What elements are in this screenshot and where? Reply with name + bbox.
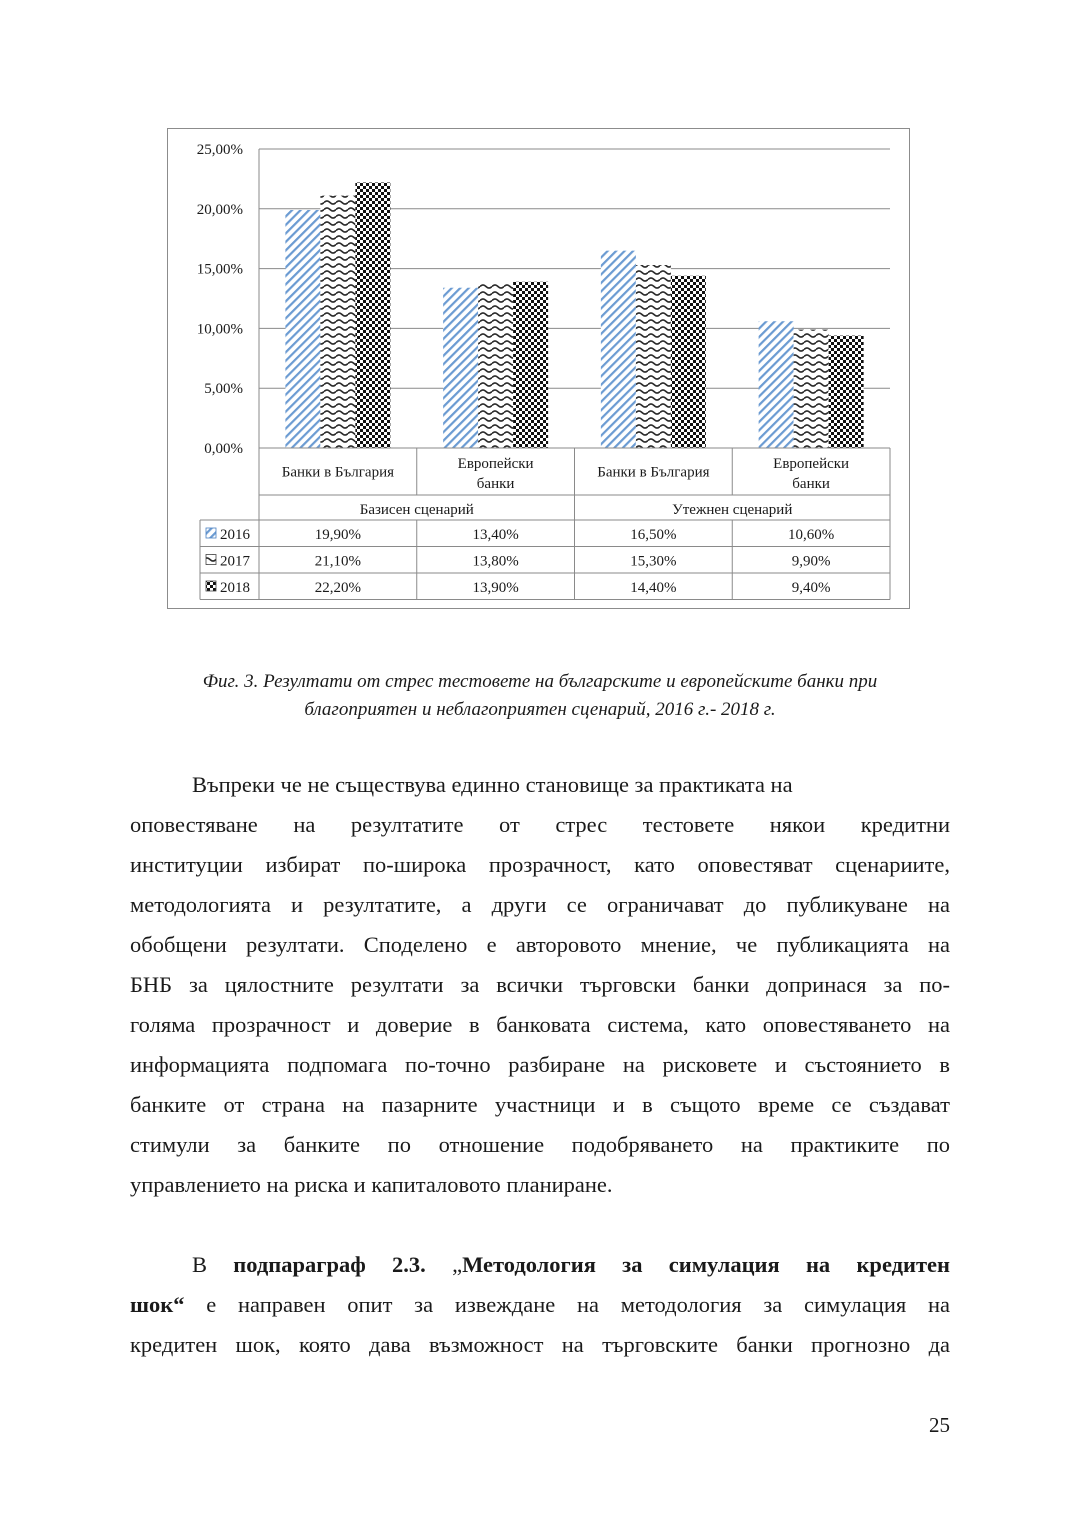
para1-line: стимули за банките по отношение подобряването на практиките по [130, 1132, 950, 1157]
caption-line-2: благоприятен и неблагоприятен сценарий, 2016 г.- 2018 г. [304, 699, 776, 720]
data-label: 15,30% [630, 553, 677, 570]
caption-line-1: Фиг. 3. Резултати от стрес тестовете на българските и европейските банки при [202, 671, 878, 692]
data-label: 13,90% [472, 580, 519, 596]
para2-quote: „ [425, 1252, 463, 1277]
para2-bold-title: Методология за симулация на кредитен [462, 1252, 950, 1277]
para1-line: банките от страна на пазарните участници и в същото време се създават [130, 1092, 950, 1117]
para2-line-2 [130, 1285, 950, 1325]
para1-line: обобщени резултати. Споделено е авторовото мнение, че публикацията на [130, 932, 950, 957]
legend-label-2016: 2016 [220, 527, 250, 543]
data-label: 13,80% [472, 553, 519, 570]
x-tick-label: Европейски [457, 456, 534, 472]
group-label: Утежнен сценарий [672, 502, 793, 518]
paragraph-1 [130, 765, 950, 1205]
para1-line: БНБ за цялостните резултати за всички търговски банки допринася за по- [130, 972, 950, 997]
y-tick-label: 20,00% [196, 201, 243, 218]
bar-2016-cat-3 [759, 321, 794, 448]
data-label: 9,40% [791, 580, 831, 596]
data-label: 16,50% [630, 527, 677, 543]
bar-2017-cat-0 [320, 196, 355, 448]
para2-line-1 [130, 1245, 950, 1285]
bar-2016-cat-0 [285, 210, 320, 448]
legend-swatch-2018 [206, 581, 216, 591]
legend-label-2018: 2018 [220, 580, 250, 596]
data-label: 21,10% [314, 553, 361, 570]
bar-2018-cat-0 [355, 182, 390, 448]
para2-line-3: кредитен шок, която дава възможност на търговските банки прогнозно да [130, 1332, 950, 1357]
bar-2018-cat-1 [513, 282, 548, 448]
para1-line [130, 765, 950, 805]
data-label: 13,40% [472, 527, 519, 543]
para2-prefix: В [192, 1252, 234, 1277]
paragraph-2 [130, 1245, 950, 1365]
x-tick-label: банки [792, 476, 830, 492]
para1-line: институции избират по-широка прозрачност, като оповестяват сценариите, [130, 852, 950, 877]
page-number: 25 [929, 1413, 950, 1437]
x-tick-label: Банки в България [597, 464, 710, 481]
bar-2018-cat-2 [671, 276, 706, 448]
legend-label-2017: 2017 [220, 553, 250, 570]
para2-bold-subparagraph: подпараграф 2.3. [233, 1252, 426, 1277]
legend-swatch-2016 [206, 528, 216, 538]
bar-2016-cat-1 [443, 288, 478, 448]
y-tick-label: 15,00% [196, 261, 243, 278]
x-tick-label: банки [476, 476, 515, 492]
x-tick-label: Банки в България [281, 464, 395, 481]
bar-2017-cat-1 [478, 283, 513, 448]
bar-2017-cat-2 [636, 265, 671, 448]
figure-caption [110, 668, 970, 724]
data-label: 14,40% [630, 580, 677, 596]
bar-chart [168, 129, 909, 608]
data-label: 10,60% [788, 527, 835, 543]
para1-line-text: Въпреки че не съществува единно становище за практиката на [192, 772, 793, 797]
bar-2016-cat-2 [601, 251, 636, 448]
para1-line: информацията подпомага по-точно разбиране на рисковете и състоянието в [130, 1052, 950, 1077]
x-tick-label: Европейски [773, 456, 850, 472]
group-label: Базисен сценарий [359, 502, 474, 518]
y-tick-label: 25,00% [196, 142, 243, 158]
data-label: 22,20% [314, 580, 361, 596]
y-tick-label: 0,00% [204, 441, 243, 457]
para1-line: управлението на риска и капиталовото планиране. [130, 1172, 613, 1197]
para2-text: е направен опит за извеждане на методология за симулация на [184, 1292, 950, 1317]
y-tick-label: 10,00% [196, 321, 243, 338]
para1-line: методологията и резултатите, а други се ограничават до публикуване на [130, 892, 950, 917]
y-tick-label: 5,00% [204, 381, 243, 398]
legend-swatch-2017 [206, 555, 216, 565]
bar-2017-cat-3 [794, 330, 829, 448]
para1-line: голяма прозрачност и доверие в банковата система, като оповестяването на [130, 1012, 950, 1037]
chart-frame [167, 128, 910, 609]
para2-bold-title-end: шок“ [130, 1292, 185, 1317]
para1-line: оповестяване на резултатите от стрес тестовете някои кредитни [130, 812, 950, 837]
data-label: 19,90% [314, 527, 361, 543]
bar-2018-cat-3 [829, 336, 864, 448]
data-label: 9,90% [791, 553, 831, 570]
